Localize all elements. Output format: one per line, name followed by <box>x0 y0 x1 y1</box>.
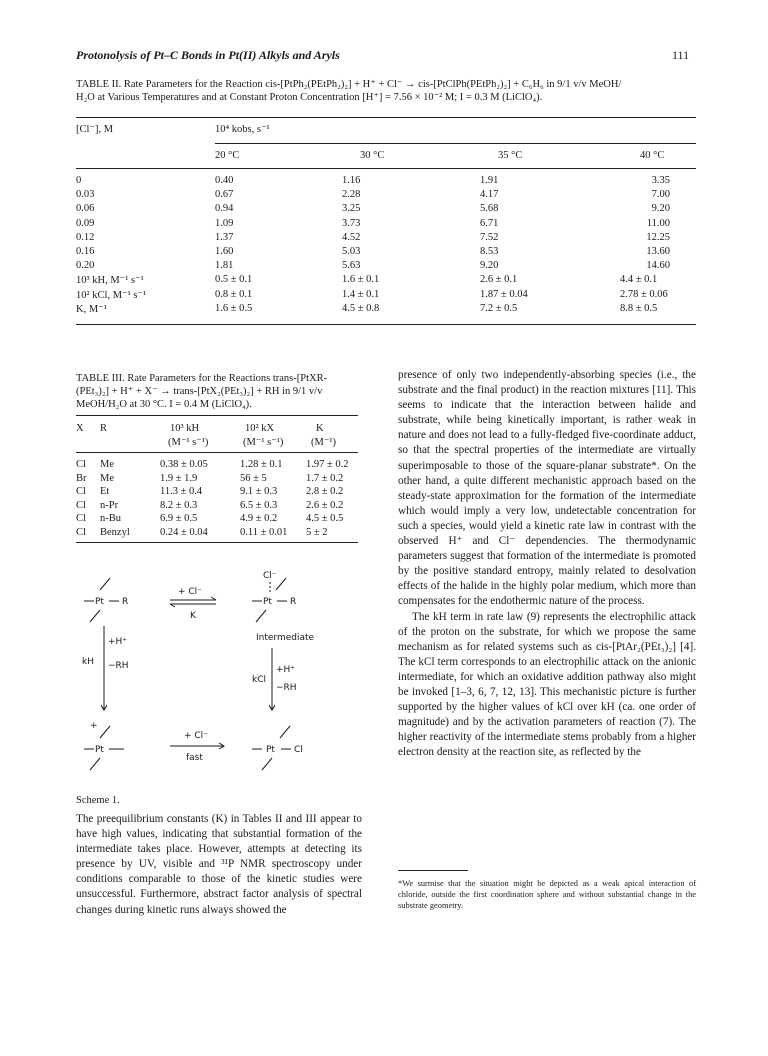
bond <box>276 578 286 590</box>
minus-rh-label: −RH <box>276 683 297 693</box>
kobs-cell: 1.37 <box>215 231 234 243</box>
temp-header: 35 °C <box>498 150 523 161</box>
fast-label: fast <box>186 753 203 763</box>
kobs-cell: 12.25 <box>646 231 670 243</box>
table2-bottom-rule <box>76 324 696 325</box>
param-cell: 1.6 ± 0.5 <box>215 303 253 314</box>
bond <box>280 726 290 738</box>
kobs-cell: 4.17 <box>480 189 499 201</box>
table2-top-rule <box>76 117 696 118</box>
paragraph: The preequilibrium constants (K) in Tables II and III appear to have high values, indicating that substantial formation of the intermediate takes place. However, attempts at detecting its presence by UV, visible and ³¹P NMR spectroscopy under conditions comparable to those of the kinetic studies were unsuccessful. Furthermore, abstract factor analysis of spectral changes during kinetic runs always showed the <box>76 813 362 916</box>
kh-cell: 11.3 ± 0.4 <box>160 486 203 497</box>
kx-cell: 4.9 ± 0.2 <box>240 513 278 524</box>
kobs-cell: 5.03 <box>342 246 361 257</box>
kobs-cell: 1.16 <box>342 175 361 186</box>
cl-label: Cl <box>294 745 303 755</box>
table3-header-k-unit: (M⁻¹) <box>311 437 337 448</box>
bond <box>262 758 272 770</box>
bond <box>90 758 100 770</box>
param-cell: 1.6 ± 0.1 <box>342 274 380 285</box>
scheme-1 <box>76 560 366 790</box>
kh-cell: 0.24 ± 0.04 <box>160 526 208 538</box>
r-cell: Me <box>100 459 114 470</box>
table3-top-rule <box>76 415 358 416</box>
table2-caption-line: TABLE II. Rate Parameters for the Reaction cis-[PtPh₂(PEtPh₂)₂] + H⁺ + Cl⁻ → cis-[PtClPh(PEtPh₂)₂] + C₆H₆ in 9/1 v/v MeOH/ <box>76 79 622 90</box>
temp-header: 20 °C <box>215 150 240 161</box>
minus-rh-label: −RH <box>108 661 129 671</box>
conc-cell: 0.06 <box>76 203 95 215</box>
kobs-cell: 0.67 <box>215 189 234 201</box>
plus-h-label: +H⁺ <box>108 637 128 647</box>
kh-cell: 1.9 ± 1.9 <box>160 472 198 484</box>
right-column-text <box>398 368 696 760</box>
table3-header-kx-unit: (M⁻¹ s⁻¹) <box>243 437 284 448</box>
r-cell: n-Pr <box>100 499 119 511</box>
k-cell: 1.97 ± 0.2 <box>306 459 349 470</box>
kobs-cell: 0.40 <box>215 175 234 186</box>
kx-cell: 0.11 ± 0.01 <box>240 526 288 538</box>
pt-label: Pt <box>95 597 104 607</box>
kobs-cell: 8.53 <box>480 246 499 257</box>
k-label: K <box>190 611 196 621</box>
scheme-caption: Scheme 1. <box>76 795 120 806</box>
bond <box>90 610 100 622</box>
cl-minus-label: Cl⁻ <box>263 571 277 581</box>
pt-label: Pt <box>95 745 104 755</box>
kh-cell: 8.2 ± 0.3 <box>160 499 198 511</box>
intermediate-label: Intermediate <box>256 633 315 643</box>
x-cell: Cl <box>76 499 86 511</box>
bond <box>100 578 110 590</box>
kobs-cell: 5.63 <box>342 260 361 272</box>
conc-cell: 0.03 <box>76 189 95 201</box>
table3-header-x: X <box>76 423 84 434</box>
param-cell: 2.6 ± 0.1 <box>480 274 518 285</box>
kobs-cell: 1.09 <box>215 217 234 229</box>
r-cell: Me <box>100 472 114 484</box>
table3-header-r: R <box>100 423 108 434</box>
table2-col-header: [Cl⁻], M <box>76 124 114 135</box>
kobs-cell: 13.60 <box>646 246 670 257</box>
kh-cell: 6.9 ± 0.5 <box>160 513 198 524</box>
plus-cl-label: + Cl⁻ <box>178 587 202 597</box>
page-number: 111 <box>672 48 690 62</box>
table2-group-header: 10⁴ kobs, s⁻¹ <box>215 124 270 135</box>
kobs-cell: 3.25 <box>342 203 361 215</box>
x-cell: Cl <box>76 486 86 497</box>
table3-caption-line: TABLE III. Rate Parameters for the Reactions trans-[PtXR- <box>76 373 328 384</box>
param-cell: 8.8 ± 0.5 <box>620 303 658 314</box>
kobs-cell: 1.81 <box>215 260 234 272</box>
conc-cell: 0.12 <box>76 231 95 243</box>
table3-caption-line: (PEt₃)₂] + H⁺ + X⁻ → trans-[PtX₂(PEt₃)₂] + RH in 9/1 v/v <box>76 386 323 397</box>
kx-cell: 9.1 ± 0.3 <box>240 486 278 497</box>
pt-label: Pt <box>266 745 275 755</box>
kobs-cell: 7.52 <box>480 231 499 243</box>
table3-header-kh-unit: (M⁻¹ s⁻¹) <box>168 437 209 448</box>
x-cell: Cl <box>76 526 86 538</box>
param-cell: 1.4 ± 0.1 <box>342 288 380 300</box>
table3-caption <box>76 372 356 411</box>
conc-cell: 0.16 <box>76 246 95 257</box>
running-title: Protonolysis of Pt–C Bonds in Pt(II) Alkyls and Aryls <box>76 48 340 62</box>
param-label: 10³ kH, M⁻¹ s⁻¹ <box>76 275 144 286</box>
kobs-cell: 5.68 <box>480 203 499 215</box>
kobs-cell: 9.20 <box>480 260 499 272</box>
param-cell: 0.5 ± 0.1 <box>215 274 253 285</box>
footnote-rule <box>398 870 468 871</box>
kobs-cell: 1.91 <box>480 175 499 186</box>
kobs-cell: 2.28 <box>342 189 361 201</box>
r-cell: n-Bu <box>100 513 121 524</box>
param-cell: 7.2 ± 0.5 <box>480 303 518 314</box>
paragraph: The kH term in rate law (9) represents the electrophilic attack of the proton on the substrate, for which we propose the same mechanism as for related systems such as cis-[PtAr₂(PEt₃)₂] [4]. The kCl term corresponds to an electrophilic attack on the anionic intermediate, for which an oxidative addition pathway also might be invoked [1–3, 6, 7, 12, 13]. This mechanistic picture is further supported by the higher values of kCl over kH (ca. one order of magnitude) and by the activation parameters of reaction (7). The higher reactivity of the intermediate stems probably from a higher electron density at the reaction site, as reflected by the <box>398 610 696 759</box>
table3-caption-line: MeOH/H₂O at 30 °C. I = 0.4 M (LiClO₄). <box>76 399 252 410</box>
temp-header: 40 °C <box>640 150 665 161</box>
kobs-cell: 14.60 <box>646 260 670 272</box>
kx-cell: 56 ± 5 <box>240 472 267 484</box>
conc-cell: 0 <box>76 175 82 186</box>
kobs-cell: 7.00 <box>651 189 670 201</box>
kobs-cell: 0.94 <box>215 203 234 215</box>
kcl-label: kCl <box>252 675 266 685</box>
r-label: R <box>290 597 297 607</box>
x-cell: Cl <box>76 513 86 524</box>
kobs-cell: 3.73 <box>342 217 361 229</box>
kobs-cell: 11.00 <box>646 217 670 229</box>
conc-cell: 0.20 <box>76 260 95 272</box>
param-label: K, M⁻¹ <box>76 304 107 315</box>
plus-charge: + <box>90 721 98 731</box>
left-column-text <box>76 812 362 918</box>
kobs-cell: 6.71 <box>480 217 499 229</box>
kx-cell: 1.28 ± 0.1 <box>240 459 283 470</box>
kobs-cell: 3.35 <box>651 175 670 186</box>
kobs-cell: 1.60 <box>215 246 234 257</box>
plus-cl-label: + Cl⁻ <box>184 731 208 741</box>
k-cell: 1.7 ± 0.2 <box>306 472 344 484</box>
table2-header-rule <box>76 168 696 169</box>
x-cell: Br <box>76 472 87 484</box>
table2-caption <box>76 78 696 104</box>
table3-header-kx: 10² kX <box>245 423 275 434</box>
table2-caption-line: H₂O at Various Temperatures and at Constant Proton Concentration [H⁺] = 7.56 × 10⁻² M; I = 0.3 M (LiClO₄). <box>76 92 543 103</box>
table3-header-kh: 10³ kH <box>170 423 200 434</box>
paragraph: presence of only two independently-absorbing species (i.e., the substrate and the final product) in the reaction mixtures [11]. This seems to indicate that the interaction between halide and substrate, while being kinetically important, is rather weak in nature and does not lead to a fully-fledged five-coordinate adduct, so that the spectral properties of the intermediate are virtually superimposable to those of the square-planar substrate*. On the other hand, a quite different mechanistic approach based on the steady-state approximation for the formation of the intermediate which would imply a very low, undetectable concentration for such a species, would yield a kinetic rate law in contrast with the observed H⁺ and Cl⁻ dependencies. The thermodynamic parameters suggest that formation of the intermediate is promoted by the positive standard entropy, mainly related to desolvation effects of the halide in the highly polar medium, which more than compensates for the endothermic nature of the process. <box>398 369 696 608</box>
param-cell: 1.87 ± 0.04 <box>480 288 528 300</box>
table3-header-rule <box>76 452 358 453</box>
r-cell: Et <box>100 486 110 497</box>
conc-cell: 0.09 <box>76 217 95 229</box>
param-cell: 0.8 ± 0.1 <box>215 288 253 300</box>
param-cell: 4.5 ± 0.8 <box>342 303 380 314</box>
kx-cell: 6.5 ± 0.3 <box>240 499 278 511</box>
footnote: *We surmise that the situation might be depicted as a weak apical interaction of chloride, outside the first coordination sphere and without substantial change in the substrate geometry. <box>398 879 696 910</box>
table2-group-rule <box>215 143 696 144</box>
pt-label: Pt <box>263 597 272 607</box>
r-cell: Benzyl <box>100 526 130 538</box>
param-cell: 4.4 ± 0.1 <box>620 274 658 285</box>
x-cell: Cl <box>76 459 86 470</box>
k-cell: 5 ± 2 <box>306 526 328 538</box>
kh-label: kH <box>82 657 94 667</box>
k-cell: 4.5 ± 0.5 <box>306 513 344 524</box>
kobs-cell: 4.52 <box>342 231 361 243</box>
param-cell: 2.78 ± 0.06 <box>620 288 668 300</box>
plus-h-label: +H⁺ <box>276 665 296 675</box>
table3-header-k: K <box>316 423 324 434</box>
bond <box>256 610 266 622</box>
r-label: R <box>122 597 129 607</box>
table3-bottom-rule <box>76 542 358 543</box>
k-cell: 2.6 ± 0.2 <box>306 499 344 511</box>
k-cell: 2.8 ± 0.2 <box>306 486 344 497</box>
temp-header: 30 °C <box>360 150 385 161</box>
kobs-cell: 9.20 <box>651 203 670 215</box>
kh-cell: 0.38 ± 0.05 <box>160 459 208 470</box>
param-label: 10² kCl, M⁻¹ s⁻¹ <box>76 289 147 301</box>
bond <box>100 726 110 738</box>
